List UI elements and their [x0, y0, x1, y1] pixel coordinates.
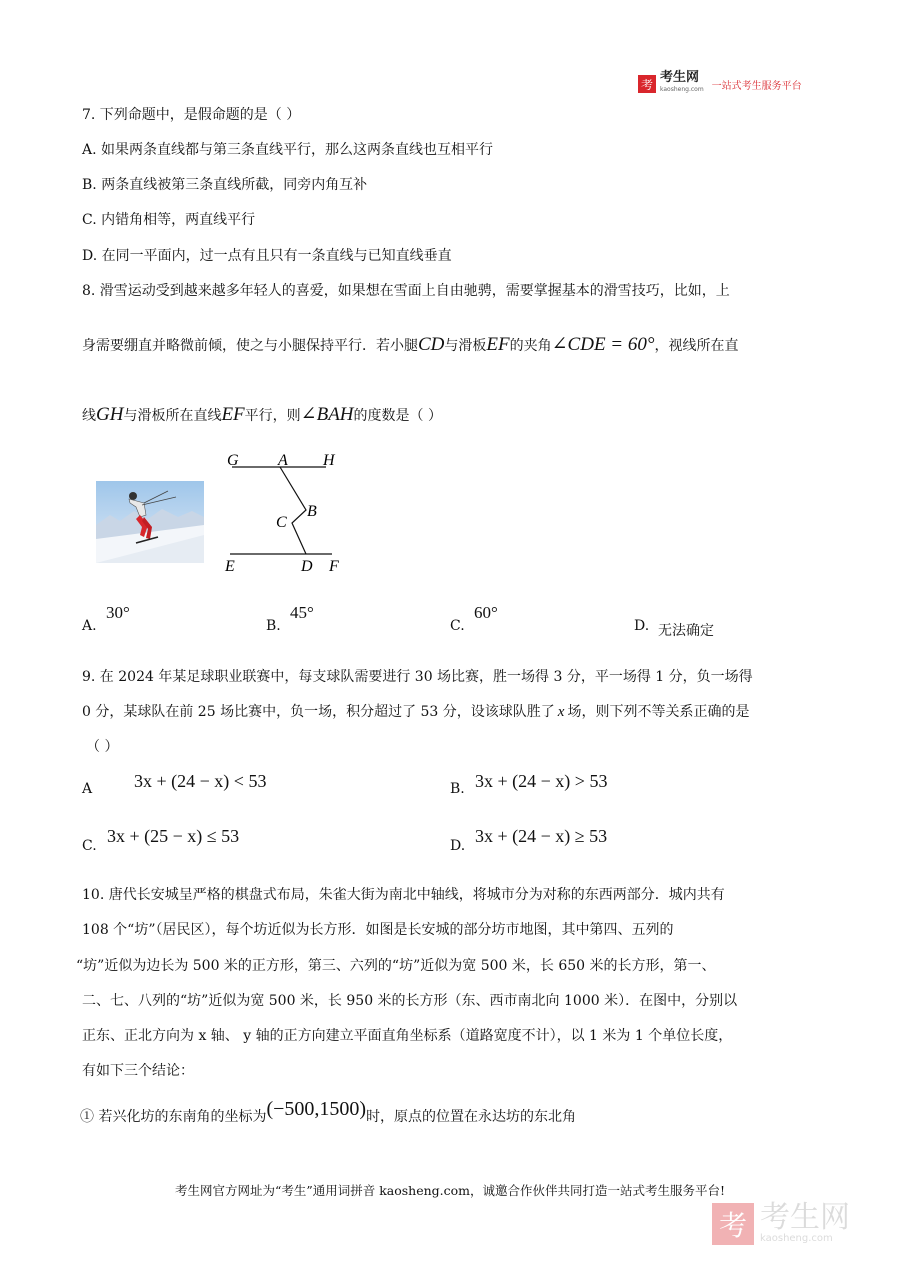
q10-line1: 10. 唐代长安城呈严格的棋盘式布局，朱雀大街为南北中轴线，将城市分为对称的东西两部分．城内共有 [82, 887, 725, 903]
watermark-logo [712, 1200, 850, 1245]
q10-line2: 108 个“坊”（居民区），每个坊近似为长方形．如图是长安城的部分坊市地图，其中第四、五列的 [82, 922, 674, 938]
label-b: B [307, 503, 317, 520]
math-gh: GH [96, 404, 124, 425]
q8-line1: 8. 滑雪运动受到越来越多年轻人的喜爱，如果想在雪面上自由驰骋，需要掌握基本的滑雪技巧，比如，上 [82, 283, 730, 299]
q8-opt-b-value: 45° [290, 603, 314, 622]
q8-opt-b-label: B. [266, 618, 281, 634]
q8-opt-c-value: 60° [474, 603, 498, 622]
math-coordinate: (−500,1500) [266, 1098, 367, 1120]
watermark-icon: 考 [712, 1203, 754, 1245]
label-c: C [276, 514, 287, 531]
q7-stem: 7. 下列命题中，是假命题的是（ ） [82, 107, 301, 123]
q10-line5: 正东、正北方向为 x 轴、 y 轴的正方向建立平面直角坐标系（道路宽度不计），以 1 米为 1 个单位长度， [82, 1028, 733, 1044]
q9-line3: （ ） [86, 739, 119, 755]
label-a: A [278, 452, 288, 469]
q8-line2: 身需要绷直并略微前倾，使之与小腿保持平行．若小腿 CD 与滑板 EF 的夹角 ∠CDE = 60° ，视线所在直 [82, 334, 739, 355]
q7-option-d: D. 在同一平面内，过一点有且只有一条直线与已知直线垂直 [82, 248, 452, 264]
q9-opt-b-label: B. [450, 781, 465, 797]
logo-name: 考生网 [660, 70, 700, 85]
q8-line3: 线 GH 与滑板所在直线 EF 平行，则 ∠BAH 的度数是（ ） [82, 404, 442, 425]
q8-opt-d-value: 无法确定 [658, 623, 714, 639]
q9-opt-c-value: 3x + (25 − x) ≤ 53 [107, 826, 240, 846]
math-ef: EF [486, 334, 510, 355]
q9-opt-d-label: D. [450, 838, 466, 854]
math-cd: CD [418, 334, 445, 355]
watermark-text: 考生网 [760, 1200, 850, 1235]
watermark-domain: kaosheng.com [760, 1233, 833, 1244]
q9-opt-a-label: A [82, 781, 93, 797]
logo-tagline: 一站式考生服务平台 [711, 80, 802, 92]
logo-icon: 考 [638, 75, 656, 93]
math-x: x [557, 704, 565, 720]
label-h: H [323, 452, 335, 469]
q10-line3: “坊”近似为边长为 500 米的正方形，第三、六列的“坊”近似为宽 500 米，长 650 米的长方形，第一、 [76, 958, 716, 974]
polyline-abcd [280, 467, 306, 554]
q7-option-c: C. 内错角相等，两直线平行 [82, 212, 256, 228]
q9-opt-d-value: 3x + (24 − x) ≥ 53 [475, 826, 608, 846]
header-logo [638, 72, 802, 96]
label-e: E [225, 558, 235, 575]
footer-text: 考生网官方网址为“考生”通用词拼音 kaosheng.com，诚邀合作伙伴共同打造一站式考生服务平台! [174, 1183, 726, 1198]
math-angle-bah: ∠BAH [300, 404, 354, 425]
q8-opt-a-label: A. [82, 618, 97, 634]
geometry-figure [220, 448, 350, 584]
label-f: F [329, 558, 339, 575]
q10-line4: 二、七、八列的“坊”近似为宽 500 米，长 950 米的长方形（东、西市南北向 1000 米）．在图中，分别以 [82, 993, 738, 1009]
math-ef-2: EF [221, 404, 245, 425]
q7-option-a: A. 如果两条直线都与第三条直线平行，那么这两条直线也互相平行 [82, 142, 494, 158]
q9-opt-a-value: 3x + (24 − x) < 53 [134, 771, 267, 791]
label-g: G [227, 452, 239, 469]
q9-line1: 9. 在 2024 年某足球职业联赛中，每支球队需要进行 30 场比赛，胜一场得 3 分，平一场得 1 分，负一场得 [82, 669, 753, 685]
q9-opt-c-label: C. [82, 838, 97, 854]
logo-domain: kaosheng.com [660, 86, 704, 93]
q8-opt-c-label: C. [450, 618, 465, 634]
q9-line2: 0 分，某球队在前 25 场比赛中，负一场，积分超过了 53 分，设该球队胜了 x 场，则下列不等关系正确的是 [82, 704, 750, 720]
q10-line6: 有如下三个结论： [82, 1063, 194, 1079]
q8-opt-a-value: 30° [106, 603, 130, 622]
skier-photo [96, 481, 204, 563]
q10-item1: ① 若兴化坊的东南角的坐标为 (−500,1500) 时，原点的位置在永达坊的东北角 [80, 1098, 577, 1125]
label-d: D [301, 558, 313, 575]
q8-opt-d-label: D. [634, 618, 650, 634]
math-angle-cde: ∠CDE = 60° [551, 334, 655, 355]
q7-option-b: B. 两条直线被第三条直线所截，同旁内角互补 [82, 177, 368, 193]
q9-opt-b-value: 3x + (24 − x) > 53 [475, 771, 608, 791]
